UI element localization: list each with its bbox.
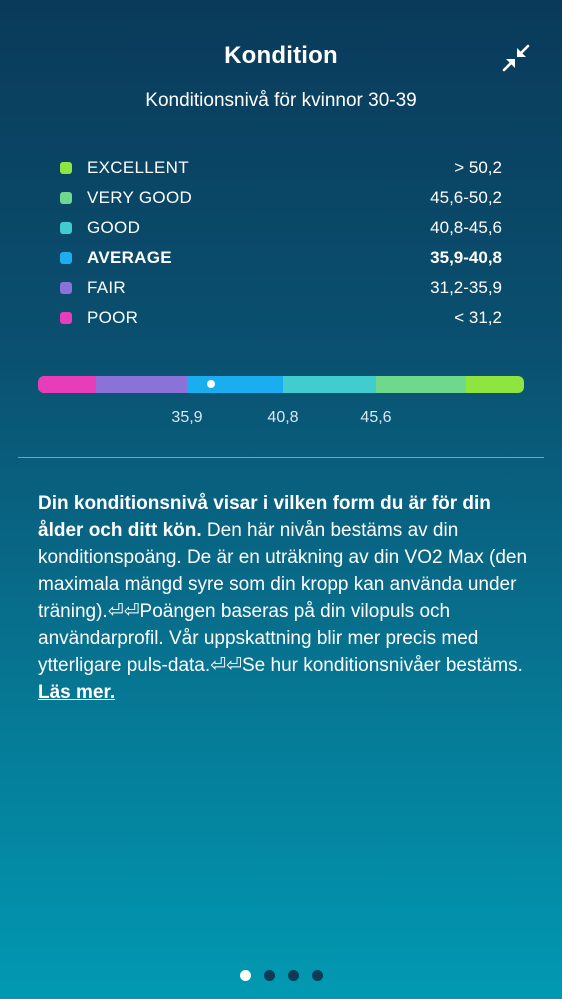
scale-segment-good: [283, 376, 376, 393]
level-color-dot: [60, 282, 72, 294]
page-dot-3[interactable]: [288, 970, 299, 981]
level-name: EXCELLENT: [87, 158, 189, 177]
level-row-fair: [60, 276, 502, 306]
level-name: VERY GOOD: [87, 188, 193, 207]
read-more-link[interactable]: Läs mer.: [38, 682, 116, 703]
level-row-very-good: [60, 186, 502, 216]
level-color-dot: [60, 222, 72, 234]
level-name: AVERAGE: [87, 248, 172, 267]
scale-segment-fair: [96, 376, 187, 393]
header: [0, 0, 562, 90]
level-range: < 31,2: [454, 308, 502, 327]
scale-segment-very-good: [376, 376, 466, 393]
scale-tick-label: 35,9: [171, 409, 203, 426]
level-color-dot: [60, 162, 72, 174]
page-dot-2[interactable]: [264, 970, 275, 981]
level-row-average: [60, 246, 502, 276]
divider: [18, 457, 544, 458]
scale-tick-label: 40,8: [267, 409, 299, 426]
level-color-dot: [60, 192, 72, 204]
level-range: 31,2-35,9: [430, 278, 502, 297]
collapse-button[interactable]: [500, 42, 532, 74]
description-body: Den här nivån bestäms av din konditionspoäng. De är en uträkning av din VO2 Max (den maximala mängd syre som din kropp kan använda under träning).⏎⏎Poängen baseras på din vilopuls och användarprofil. Vår uppskattning blir mer precis med ytterligare puls-data.⏎⏎Se hur konditionsnivåer bestäms.: [38, 520, 528, 676]
current-position-marker: [207, 380, 215, 388]
level-row-excellent: [60, 156, 502, 186]
level-row-poor: [60, 306, 502, 336]
fitness-level-list: [60, 156, 502, 336]
scale-segment-poor: [38, 376, 96, 393]
level-range: 40,8-45,6: [430, 218, 502, 237]
description-lead: Din konditionsnivå visar i vilken form du är för din ålder och ditt kön.: [38, 493, 491, 541]
level-name: FAIR: [87, 278, 126, 297]
page-indicator: [240, 970, 336, 982]
subtitle: Konditionsnivå för kvinnor 30-39: [145, 90, 417, 111]
page-dot-1[interactable]: [240, 970, 251, 981]
description-text: [38, 490, 528, 706]
level-name: GOOD: [87, 218, 141, 237]
collapse-arrows-icon: [500, 42, 532, 74]
scale-segment-excellent: [466, 376, 524, 393]
level-color-dot: [60, 312, 72, 324]
page-title: Kondition: [224, 42, 338, 69]
level-range: > 50,2: [454, 158, 502, 177]
page-dot-4[interactable]: [312, 970, 323, 981]
scale-tick-label: 45,6: [360, 409, 392, 426]
level-name: POOR: [87, 308, 139, 327]
fitness-scale-bar: [38, 376, 524, 393]
level-range: 45,6-50,2: [430, 188, 502, 207]
scale-segment-average: [187, 376, 283, 393]
level-color-dot: [60, 252, 72, 264]
level-range: 35,9-40,8: [430, 248, 502, 267]
level-row-good: [60, 216, 502, 246]
